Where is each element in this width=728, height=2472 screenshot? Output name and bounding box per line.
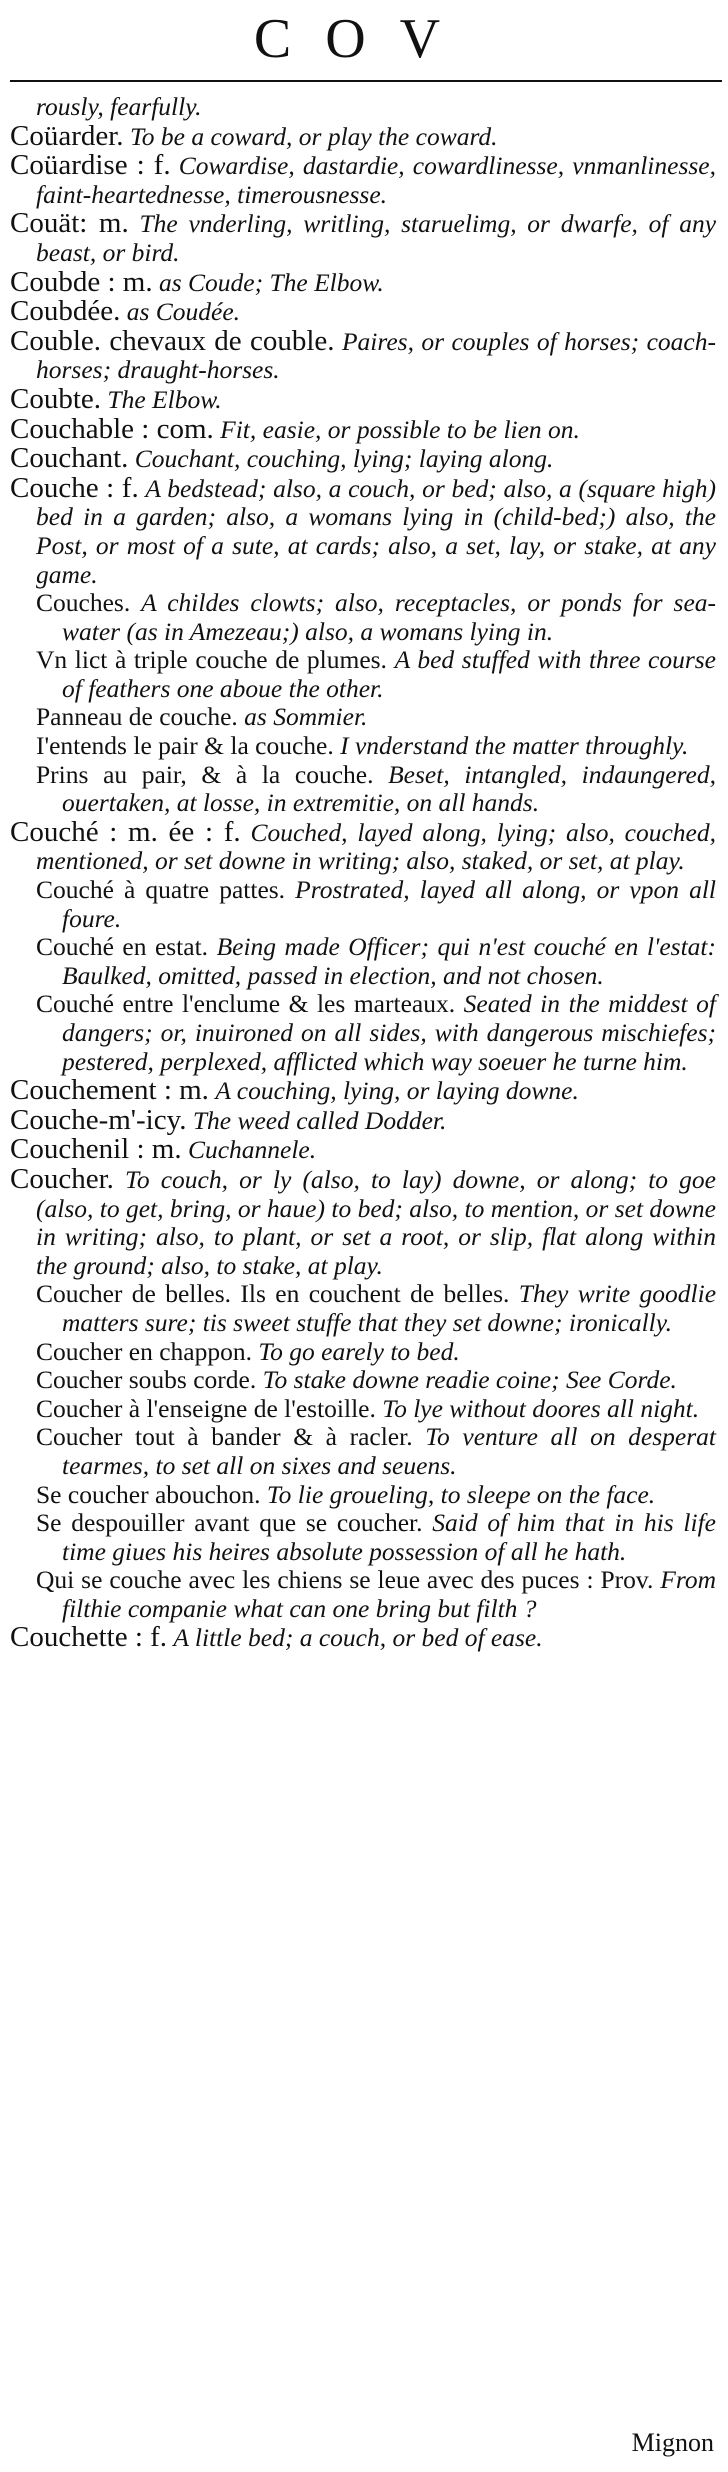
sub-entry [10, 732, 716, 761]
headword: Coubdée. [10, 295, 121, 328]
headword: Couät: m. [10, 207, 129, 240]
headword: Coüardise : f. [10, 149, 171, 182]
sub-entry [10, 1280, 716, 1337]
sub-entry [10, 703, 716, 732]
headword: Couche : f. [10, 471, 139, 504]
headword: Coucher de belles. Ils en couchent de belles. [36, 1279, 510, 1309]
english-gloss: A bedstead; also, a couch, or bed; also, a (square high) bed in a garden; also, a womans lying in (child-bed;) also, the Post, or most of a sute, at cards; also, a set, lay, or stake, at any game. [36, 473, 716, 589]
english-gloss: A childes clowts; also, receptacles, or ponds for sea-water (as in Amezeau;) also, a womans lying in. [62, 588, 717, 646]
english-gloss: Couched, layed along, lying; also, couched, mentioned, or set downe in writing; also, staked, or set, at play. [36, 817, 716, 876]
english-gloss: The Elbow. [107, 384, 222, 414]
headword: Vn lict à triple couche de plumes. [36, 645, 387, 675]
dictionary-entry [10, 444, 716, 474]
headword: Prins au pair, & à la couche. [36, 759, 374, 789]
headword: Couchenil : m. [10, 1133, 182, 1166]
english-gloss: Fit, easie, or possible to be lien on. [220, 414, 580, 444]
dictionary-entry [10, 412, 716, 445]
sub-entry [10, 933, 716, 990]
headword: Coubte. [10, 382, 102, 415]
headword: Couble. chevaux de couble. [10, 324, 335, 357]
english-gloss: Prostrated, layed all along, or vpon all foure. [62, 875, 716, 933]
english-gloss: Beset, intangled, indaungered, ouertaken, at losse, in extremitie, on all hands. [62, 759, 717, 818]
headword: Couché : m. ée : f. [10, 815, 241, 848]
english-gloss: A little bed; a couch, or bed of ease. [173, 1623, 543, 1653]
english-gloss: To lie groueling, to sleepe on the face. [266, 1479, 656, 1509]
english-gloss: The weed called Dodder. [192, 1105, 447, 1135]
headword: Couchable : com. [10, 412, 214, 445]
english-gloss: as Coude; The Elbow. [158, 267, 384, 297]
dictionary-entry [10, 209, 716, 267]
dictionary-entry [10, 815, 716, 876]
headword: Coucher à l'enseigne de l'estoille. [36, 1393, 376, 1423]
headword: Couché entre l'enclume & les marteaux. [36, 989, 456, 1019]
running-head: COV [253, 8, 475, 70]
sub-entry [10, 589, 716, 646]
english-gloss: as Coudée. [126, 297, 241, 327]
dictionary-entry [10, 1162, 717, 1280]
english-gloss: I vnderstand the matter throughly. [340, 731, 689, 761]
dictionary-entry [10, 151, 716, 209]
sub-entry [10, 876, 716, 933]
headword: Se despouiller avant que se coucher. [36, 1508, 423, 1538]
sub-entry [10, 1338, 716, 1367]
headword: Coucher. [10, 1162, 114, 1195]
english-gloss: as Sommier. [244, 702, 368, 732]
english-gloss: They write goodlie matters sure; tis sweet stuffe that they set downe; ironically. [62, 1279, 717, 1337]
english-gloss: Cowardise, dastardie, cowardlinesse, vnmanlinesse, faint-heartednesse, timerousnesse. [36, 151, 716, 209]
english-gloss: A couching, lying, or laying downe. [215, 1076, 579, 1106]
headword: Couché à quatre pattes. [36, 875, 286, 905]
dictionary-entry [10, 92, 716, 122]
english-gloss: Cuchannele. [187, 1135, 317, 1165]
sub-entry [10, 1423, 716, 1480]
english-gloss: From filthie companie what can one bring but filth ? [62, 1565, 716, 1623]
headword: Couché en estat. [36, 932, 209, 962]
headword: I'entends le pair & la couche. [36, 731, 334, 761]
english-gloss: To couch, or ly (also, to lay) downe, or along; to goe (also, to get, bring, or haue) to bed; also, to mention, or set downe in writing; also, to plant, or set a root, or slip, flat along within the ground; also, to stake, at play. [36, 1164, 717, 1280]
headword: Panneau de couche. [36, 702, 238, 732]
dictionary-entry [10, 1103, 716, 1136]
sub-entry [10, 646, 716, 703]
english-gloss: The vnderling, writling, staruelimg, or dwarfe, of any beast, or bird. [36, 209, 717, 267]
english-gloss: To stake downe readie coine; See Corde. [262, 1365, 677, 1395]
headword: Coucher en chappon. [36, 1336, 252, 1366]
sub-entry [10, 761, 716, 818]
catchword: Mignon [631, 2428, 714, 2457]
english-gloss: Being made Officer; qui n'est couché en l'estat: Baulked, omitted, passed in election, and not chosen. [62, 932, 717, 990]
header-rule [10, 80, 722, 82]
headword: Se coucher abouchon. [36, 1479, 261, 1509]
dictionary-entry [10, 324, 716, 385]
dictionary-entry [10, 471, 716, 589]
headword: Qui se couche avec les chiens se leue avec des puces : Prov. [36, 1565, 654, 1595]
headword: Couche-m'-icy. [10, 1103, 187, 1136]
sub-entry [10, 1366, 716, 1395]
sub-entry [10, 1509, 716, 1566]
sub-entry [10, 990, 716, 1076]
headword: Couchement : m. [10, 1074, 209, 1107]
english-gloss: Couchant, couching, lying; laying along. [134, 444, 554, 474]
headword: Coucher soubs corde. [36, 1365, 257, 1395]
dictionary-entry [10, 119, 716, 152]
sub-entry [10, 1566, 716, 1623]
dictionary-entry [10, 1135, 716, 1165]
dictionary-entry [10, 1076, 716, 1106]
headword: Couches. [36, 588, 131, 618]
dictionary-entry [10, 1623, 716, 1653]
english-gloss: rously, fearfully. [36, 92, 202, 121]
headword: Couchette : f. [10, 1621, 168, 1654]
english-gloss: Seated in the middest of dangers; or, inuironed on all sides, with dangerous mischiefes; pestered, perplexed, afflicted which way soeuer he turne him. [62, 989, 717, 1076]
english-gloss: Said of him that in his life time giues his heires absolute possession of all he hath. [62, 1508, 716, 1566]
sub-entry [10, 1395, 716, 1424]
english-gloss: A bed stuffed with three course of feathers one aboue the other. [62, 645, 716, 703]
entry-list [10, 92, 716, 1653]
dictionary-entry [10, 265, 716, 298]
sub-entry [10, 1481, 716, 1510]
english-gloss: To venture all on desperat tearmes, to set all on sixes and seuens. [62, 1422, 716, 1480]
dictionary-entry [10, 297, 716, 327]
headword: Coüarder. [10, 119, 124, 152]
english-gloss: To lye without doores all night. [382, 1393, 700, 1423]
headword: Coucher tout à bander & à racler. [36, 1422, 413, 1452]
dictionary-entry [10, 382, 716, 415]
headword: Couchant. [10, 442, 129, 475]
english-gloss: To be a coward, or play the coward. [129, 121, 498, 151]
english-gloss: Paires, or couples of horses; coach-horses; draught-horses. [36, 326, 716, 385]
english-gloss: To go earely to bed. [258, 1336, 460, 1366]
headword: Coubde : m. [10, 265, 153, 298]
